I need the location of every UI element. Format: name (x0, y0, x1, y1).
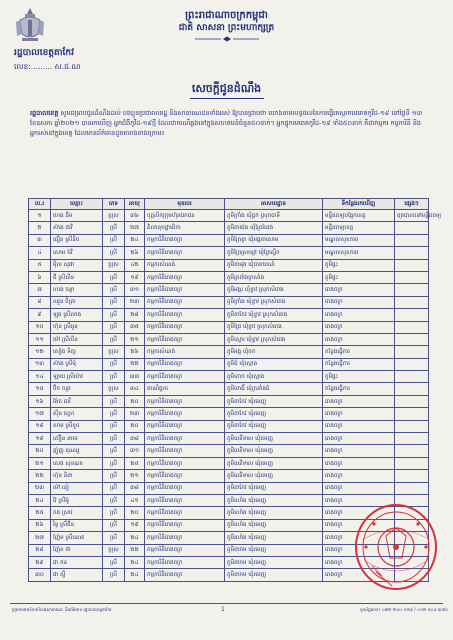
row-number-cell: ១៣ (29, 358, 51, 370)
announcement-paragraph (30, 108, 425, 139)
table-row (29, 395, 429, 407)
address-cell: ភូមិតាកែវ ឃុំរមេញ (225, 408, 323, 420)
name-cell: ឈួន ចិត្រា (51, 296, 103, 308)
occupation-cell: កម្មការិនីរោងចក្រ (145, 309, 225, 321)
age-cell: ៣៨ (125, 482, 145, 494)
intro-lead: រដ្ឋបាលខេត្ត (30, 109, 59, 117)
sex-cell: ស្រី (103, 408, 125, 420)
kingdom-heading: ព្រះរាជាណាចក្រកម្ពុជា (185, 10, 268, 21)
remarks-cell (395, 371, 429, 383)
age-cell: ២១ (125, 470, 145, 482)
occupation-cell: កម្មការិនីរោងចក្រ (145, 482, 225, 494)
table-header-row (29, 199, 429, 210)
age-cell: ៤១ (125, 494, 145, 506)
footer-divider (10, 603, 443, 604)
name-cell: ម៉ៅ ស្រីលីន (51, 333, 103, 345)
name-cell: ហ៊ុន នីតា (51, 470, 103, 482)
location-found-cell: រោងចក្រ (323, 433, 395, 445)
location-found-cell: មណ្ឌលសុខភាព (323, 234, 395, 246)
row-number-cell: ៣ (29, 234, 51, 246)
occupation-cell: កម្មការិនីរោងចក្រ (145, 494, 225, 506)
address-cell: ភូមិក្រាំង ឃុំខ្វាវ ស្រុកសំរោង (225, 296, 323, 308)
title-underline (190, 98, 264, 99)
occupation-cell: កម្មករសំណង់ (145, 259, 225, 271)
occupation-cell: បុគ្គលិកក្រុមហ៊ុនឯកជន (145, 210, 225, 222)
table-row (29, 371, 429, 383)
table-row (29, 433, 429, 445)
table-row (29, 247, 429, 259)
age-cell: ៣៥ (125, 321, 145, 333)
name-cell: កង ស្រាវ (51, 507, 103, 519)
occupation-cell: កម្មការិនីរោងចក្រ (145, 457, 225, 469)
age-cell: ២៤ (125, 569, 145, 581)
sex-cell: ប្រុស (103, 544, 125, 556)
intro-body: សូមជម្រាបជូនដំណឹងដល់ បងប្អូនប្រជាពលរដ្ឋ និងសាធារណជនទាំងអស់ ឱ្យបានជ្រាបថា យោងតាមលទ្ធផលនៃការធ្វើតេស្តរកមេរោគកូវីដ-១៩ នៅថ្ងៃទី ១៣ ខែឧសភា ឆ្នាំ២០២១ បានរកឃើញ អ្នកជំងឺកូវីដ-១៩ថ្មី ដែលជាករណីឆ្លងនៅក្នុងសហគមន៍ចំនួន៥០នាក់។ អ្នកផ្ទុកមេរោគកូវីដ-១៩ ទាំង៥០នាក់ គឺជាកម្មករ កម្មការិនី និងអ្នករស់នៅក្នុងខេត្ត ដែលមានព័ត៌មានដូចតារាងខាងក្រោម៖ (30, 109, 423, 138)
remarks-cell (395, 445, 429, 457)
occupation-cell: កម្មការិនីរោងចក្រ (145, 333, 225, 345)
occupation-cell: កម្មការិនីរោងចក្រ (145, 470, 225, 482)
address-cell: ភូមិស្នោរ ឃុំខ្វាវ ស្រុកសំរោង (225, 333, 323, 345)
remarks-cell (395, 247, 429, 259)
remarks-cell (395, 234, 429, 246)
sex-cell: ស្រី (103, 234, 125, 246)
occupation-cell: កម្មការិនីរោងចក្រ (145, 445, 225, 457)
column-header: ភេទ (103, 199, 125, 210)
location-found-cell: ភូមិផ្ទះ (323, 271, 395, 283)
address-cell: ភូមិពារាម ឃុំរមេញ (225, 544, 323, 556)
table-row (29, 383, 429, 395)
name-cell: សេង សុខណា (51, 457, 103, 469)
age-cell: ២២ (125, 358, 145, 370)
name-cell: ហាង ចន្ថា (51, 284, 103, 296)
row-number-cell: ២៤ (29, 494, 51, 506)
row-number-cell: ៦ (29, 271, 51, 283)
row-number-cell: ២១ (29, 457, 51, 469)
occupation-cell: កម្មការិនីរោងចក្រ (145, 544, 225, 556)
row-number-cell: ១៧ (29, 408, 51, 420)
occupation-cell: កម្មការិនីរោងចក្រ (145, 321, 225, 333)
sex-cell: ស្រី (103, 569, 125, 581)
name-cell: ជា ស្ទី (51, 569, 103, 581)
occupation-cell: កម្មការិនីរោងចក្រ (145, 247, 225, 259)
column-header: អាយុ (125, 199, 145, 210)
column-header: ទីកន្លែងរកឃើញ (323, 199, 395, 210)
address-cell: ភូមិឈើទាល ឃុំរមេញ (225, 433, 323, 445)
location-found-cell: រោងចក្រ (323, 457, 395, 469)
age-cell: ១៩ (125, 519, 145, 531)
remarks-cell (395, 222, 429, 234)
occupation-cell: កម្មករសំណង់ (145, 346, 225, 358)
reference-number: លេខ:......... ស.ជ.ណ (14, 62, 81, 71)
age-cell: ៣៨ (125, 433, 145, 445)
address-cell: ភូមិព្រៃខ្លា ឃុំអង្គតាសោម (225, 234, 323, 246)
location-found-cell: ភូមិផ្ទះ (323, 259, 395, 271)
occupation-cell: កម្មការិនីរោងចក្រ (145, 296, 225, 308)
age-cell: ២៥ (125, 457, 145, 469)
name-cell: ធឿន ស្រីនិច (51, 234, 103, 246)
row-number-cell: ៩ (29, 309, 51, 321)
sex-cell: ស្រី (103, 519, 125, 531)
sex-cell: ស្រី (103, 358, 125, 370)
address-cell: ភូមិជ្រៃ ឃុំខ្វាវ ស្រុកសំរោង (225, 321, 323, 333)
location-found-cell: រោងចក្រ (323, 556, 395, 568)
sex-cell: ស្រី (103, 556, 125, 568)
remarks-cell (395, 383, 429, 395)
age-cell: ២០ (125, 395, 145, 407)
occupation-cell: កម្មការិនីរោងចក្រ (145, 395, 225, 407)
location-found-cell: រោងចក្រ (323, 532, 395, 544)
name-cell: ឡុង ស្រីលាង (51, 309, 103, 321)
location-found-cell: រោងចក្រ (323, 494, 395, 506)
row-number-cell: ២២ (29, 470, 51, 482)
age-cell: ២០ (125, 507, 145, 519)
location-found-cell: កន្លែងធ្វើការ (323, 383, 395, 395)
occupation-cell: កម្មការិនីរោងចក្រ (145, 532, 225, 544)
occupation-cell: កម្មការិនីរោងចក្រ (145, 371, 225, 383)
sex-cell: ស្រី (103, 271, 125, 283)
age-cell: ២៤ (125, 234, 145, 246)
row-number-cell: ៧ (29, 284, 51, 296)
address-cell: ភូមិឈើទាល ឃុំរមេញ (225, 470, 323, 482)
location-found-cell: រោងចក្រ (323, 321, 395, 333)
remarks-cell (395, 457, 429, 469)
sex-cell: ស្រី (103, 371, 125, 383)
remarks-cell (395, 395, 429, 407)
sex-cell: ស្រី (103, 532, 125, 544)
sex-cell: ប្រុស (103, 259, 125, 271)
remarks-cell: ព្យាបាលនៅមន្ទីរពេទ្យ (395, 210, 429, 222)
row-number-cell: ១៩ (29, 433, 51, 445)
address-cell: ភូមិពោធិ៍ ឃុំត្រពាំងធំ (225, 383, 323, 395)
address-cell: ភូមិព្រៃស្រឡៅ ឃុំព្រៃស្លឹក (225, 247, 323, 259)
row-number-cell: ២៧ (29, 532, 51, 544)
occupation-cell: កម្មការិនីរោងចក្រ (145, 519, 225, 531)
location-found-cell: មណ្ឌលសុខភាព (323, 247, 395, 259)
name-cell: ម៉ិល សុផា (51, 259, 103, 271)
sex-cell: ស្រី (103, 222, 125, 234)
age-cell: ៣១ (125, 284, 145, 296)
name-cell: ញ៉ូញ គុណដូ (51, 445, 103, 457)
address-cell: ភូមិតាកែវ ឃុំរមេញ (225, 395, 323, 407)
table-row (29, 470, 429, 482)
column-header: មុខរបរ (145, 199, 225, 210)
address-cell: ភូមិគោក ឃុំស្មោង (225, 371, 323, 383)
age-cell: ៣៤ (125, 383, 145, 395)
age-cell: ៣៣ (125, 371, 145, 383)
age-cell: ២៤ (125, 556, 145, 568)
location-found-cell: រោងចក្រ (323, 309, 395, 321)
location-found-cell: រោងចក្រ (323, 333, 395, 345)
sex-cell: ស្រី (103, 296, 125, 308)
name-cell: ជី ស្រីលីន (51, 271, 103, 283)
remarks-cell (395, 482, 429, 494)
age-cell: ១៩ (125, 271, 145, 283)
sex-cell: ស្រី (103, 482, 125, 494)
address-cell: ភូមិពារាម ឃុំរមេញ (225, 556, 323, 568)
address-cell: ភូមិត្រពាំងក្រសាំង (225, 271, 323, 283)
age-cell: ២៣ (125, 408, 145, 420)
row-number-cell: ៥ (29, 259, 51, 271)
table-row (29, 222, 429, 234)
table-row (29, 420, 429, 432)
age-cell: ៣១ (125, 445, 145, 457)
occupation-cell: កម្មការិនីរោងចក្រ (145, 507, 225, 519)
name-cell: ស៊ឿន នាមេ (51, 433, 103, 445)
sex-cell: ស្រី (103, 470, 125, 482)
row-number-cell: ២០ (29, 445, 51, 457)
row-number-cell: ១៨ (29, 420, 51, 432)
occupation-cell: កម្មការិនីរោងចក្រ (145, 556, 225, 568)
row-number-cell: ១ (29, 210, 51, 222)
occupation-cell: កម្មការិនីរោងចក្រ (145, 358, 225, 370)
address-cell: ភូមិឈើទាល ឃុំរមេញ (225, 457, 323, 469)
remarks-cell (395, 346, 429, 358)
address-cell: ភូមិរលាំង ឃុំរមេញ (225, 507, 323, 519)
row-number-cell: ១៦ (29, 395, 51, 407)
age-cell: ២៦ (125, 247, 145, 259)
address-cell: ភូមិឈើទាល ឃុំរមេញ (225, 445, 323, 457)
name-cell: សោម រ៉ាវី (51, 247, 103, 259)
table-row (29, 445, 429, 457)
row-number-cell: ៤ (29, 247, 51, 259)
location-found-cell: រោងចក្រ (323, 519, 395, 531)
address-cell: ភូមិក្រាំង ឃុំធ្លក ស្រុកបាទី (225, 210, 323, 222)
location-found-cell: រោងចក្រ (323, 296, 395, 308)
table-row (29, 296, 429, 308)
sex-cell: ស្រី (103, 420, 125, 432)
name-cell: ឡាយ ស្រីយ៉ាវ (51, 371, 103, 383)
sex-cell: ស្រី (103, 309, 125, 321)
remarks-cell (395, 333, 429, 345)
address-cell: ភូមិធំ ឃុំស្មោង (225, 358, 323, 370)
sex-cell: ស្រី (103, 494, 125, 506)
age-cell: ៤២ (125, 259, 145, 271)
remarks-cell (395, 309, 429, 321)
sex-cell: ស្រី (103, 433, 125, 445)
column-header: ល.រ (29, 199, 51, 210)
occupation-cell: ពាណិជ្ជករ (145, 383, 225, 395)
occupation-cell: កម្មការិនីរោងចក្រ (145, 234, 225, 246)
table-row (29, 259, 429, 271)
remarks-cell (395, 408, 429, 420)
row-number-cell: ៨ (29, 296, 51, 308)
name-cell: ម៉ៅ នៀ (51, 482, 103, 494)
address-cell: ភូមិតាអុង ឃុំបារាយណ៍ (225, 259, 323, 271)
remarks-cell (395, 358, 429, 370)
address-cell: ភូមិរលាំង ឃុំរមេញ (225, 519, 323, 531)
row-number-cell: ១៤ (29, 371, 51, 383)
name-cell: ប៊ិច ចន្ថា (51, 383, 103, 395)
row-number-cell: ១០ (29, 321, 51, 333)
table-row (29, 333, 429, 345)
location-found-cell: រោងចក្រ (323, 395, 395, 407)
name-cell: ង៉ែត ធារី (51, 395, 103, 407)
row-number-cell: ២៣ (29, 482, 51, 494)
address-cell: ភូមិពារាម ឃុំរមេញ (225, 569, 323, 581)
sex-cell: ប្រុស (103, 383, 125, 395)
address-cell: ភូមិតាកែវ ឃុំខ្វាវ ស្រុកសំរោង (225, 309, 323, 321)
page-number: 1 (221, 606, 225, 613)
occupation-cell: គិលានុបដ្ឋាយិកា (145, 222, 225, 234)
remarks-cell (395, 296, 429, 308)
row-number-cell: ១១ (29, 333, 51, 345)
address-cell: ភូមិអង្គរ ឃុំខ្វាវ ស្រុកសំរោង (225, 284, 323, 296)
age-cell: ២៧ (125, 222, 145, 234)
name-cell: រិទ្ធ ស្រីជីន (51, 519, 103, 531)
remarks-cell (395, 321, 429, 333)
row-number-cell: ៣០ (29, 569, 51, 581)
location-found-cell: រោងចក្រ (323, 420, 395, 432)
location-found-cell: មន្ទីរពេទ្យបង្អែកខេត្ត (323, 210, 395, 222)
national-motto: ជាតិ សាសនា ព្រះមហាក្សត្រ (178, 23, 275, 33)
age-cell: ២១ (125, 333, 145, 345)
sex-cell: ប្រុស (103, 210, 125, 222)
document-title: សេចក្តីជូនដំណឹង (191, 82, 262, 95)
row-number-cell: ២៨ (29, 544, 51, 556)
name-cell: ស៊ាង ស្រីមុំ (51, 358, 103, 370)
ornament-divider (195, 36, 259, 42)
remarks-cell (395, 433, 429, 445)
sex-cell: ប្រុស (103, 346, 125, 358)
location-found-cell: រោងចក្រ (323, 482, 395, 494)
row-number-cell: ២ (29, 222, 51, 234)
age-cell: ២៦ (125, 346, 145, 358)
table-row (29, 309, 429, 321)
table-row (29, 210, 429, 222)
age-cell: ២៤ (125, 532, 145, 544)
sex-cell: ស្រី (103, 395, 125, 407)
row-number-cell: ២៥ (29, 507, 51, 519)
address-cell: ភូមិតាកែវ ឃុំរមេញ (225, 482, 323, 494)
location-found-cell: រោងចក្រ (323, 507, 395, 519)
location-found-cell: ភូមិផ្ទះ (323, 371, 395, 383)
occupation-cell: កម្មការិនីរោងចក្រ (145, 284, 225, 296)
name-cell: ស៊ាង ជាវី (51, 222, 103, 234)
age-cell: ២៣ (125, 296, 145, 308)
name-cell: សាម ស្រីខួច (51, 420, 103, 432)
sex-cell: ស្រី (103, 507, 125, 519)
remarks-cell (395, 420, 429, 432)
location-found-cell: មន្ទីរពេទ្យខេត្ត (323, 222, 395, 234)
table-row (29, 321, 429, 333)
remarks-cell (395, 271, 429, 283)
occupation-cell: កម្មការិនីរោងចក្រ (145, 569, 225, 581)
table-row (29, 284, 429, 296)
table-row (29, 457, 429, 469)
sex-cell: ស្រី (103, 284, 125, 296)
row-number-cell: ១៥ (29, 383, 51, 395)
address-cell: ភូមិតាកែវ ឃុំរមេញ (225, 420, 323, 432)
occupation-cell: កម្មការិនីរោងចក្រ (145, 420, 225, 432)
name-cell: ញ៉ែម ស្រីណេត (51, 532, 103, 544)
occupation-cell: កម្មការិនីរោងចក្រ (145, 433, 225, 445)
row-number-cell: ២៩ (29, 556, 51, 568)
table-row (29, 358, 429, 370)
table-row (29, 482, 429, 494)
column-header: ផ្សេងៗ (395, 199, 429, 210)
remarks-cell (395, 470, 429, 482)
name-cell: ស៊ីន ហ្គេក (51, 408, 103, 420)
remarks-cell (395, 284, 429, 296)
sex-cell: ស្រី (103, 247, 125, 259)
table-row (29, 408, 429, 420)
address-cell: ភូមិតាយ៉ង ឃុំព្រៃរំដេង (225, 222, 323, 234)
sex-cell: ស្រី (103, 445, 125, 457)
column-header: ឈ្មោះ (51, 199, 103, 210)
table-row (29, 346, 429, 358)
location-found-cell: រោងចក្រ (323, 569, 395, 581)
sex-cell: ស្រី (103, 457, 125, 469)
occupation-cell: កម្មការិនីរោងចក្រ (145, 271, 225, 283)
row-number-cell: ២៦ (29, 519, 51, 531)
sex-cell: ស្រី (103, 321, 125, 333)
location-found-cell: រោងចក្រ (323, 408, 395, 420)
table-row (29, 271, 429, 283)
name-cell: ញ៉ែន ថា (51, 544, 103, 556)
address-cell: ភូមិរលាំង ឃុំរមេញ (225, 494, 323, 506)
name-cell: ហេង ធីម (51, 210, 103, 222)
sex-cell: ស្រី (103, 333, 125, 345)
address-cell: ភូមិរលាំង ឃុំរមេញ (225, 532, 323, 544)
age-cell: ២៨ (125, 309, 145, 321)
location-found-cell: រោងចក្រ (323, 284, 395, 296)
location-found-cell: រោងចក្រ (323, 544, 395, 556)
row-number-cell: ១២ (29, 346, 51, 358)
official-seal-icon (352, 500, 440, 594)
age-cell: ៣៦ (125, 210, 145, 222)
location-found-cell: កន្លែងធ្វើការ (323, 346, 395, 358)
remarks-cell (395, 259, 429, 271)
name-cell: ហ៊ុន ស្រីអូន (51, 321, 103, 333)
issuing-organization: រដ្ឋបាលខេត្តតាកែវ (14, 48, 74, 58)
occupation-cell: កម្មការិនីរោងចក្រ (145, 408, 225, 420)
footer-contact: ទូរស័ព្ទលេខ៖ ០៣២ ២១០ ០៣៩ / ០១២ ៨០៨ ៣៣៦ (359, 607, 448, 612)
age-cell: ២២ (125, 544, 145, 556)
name-cell: វ៉ៃ ស្រីអ៊ូ (51, 494, 103, 506)
location-found-cell: រោងចក្រ (323, 470, 395, 482)
address-cell: ភូមិអង្គ ឃុំចក (225, 346, 323, 358)
name-cell: សៀង ទិត្យ (51, 346, 103, 358)
footer-office: ក្រុមការងារទំនាក់ទំនងសាធារណៈ និងព័ត៌មាន រដ្ឋបាលខេត្តតាកែវ (12, 607, 112, 612)
name-cell: ជា ថន (51, 556, 103, 568)
location-found-cell: រោងចក្រ (323, 445, 395, 457)
age-cell: ២០ (125, 420, 145, 432)
table-row (29, 234, 429, 246)
column-header: អាសយដ្ឋាន (225, 199, 323, 210)
location-found-cell: កន្លែងធ្វើការ (323, 358, 395, 370)
